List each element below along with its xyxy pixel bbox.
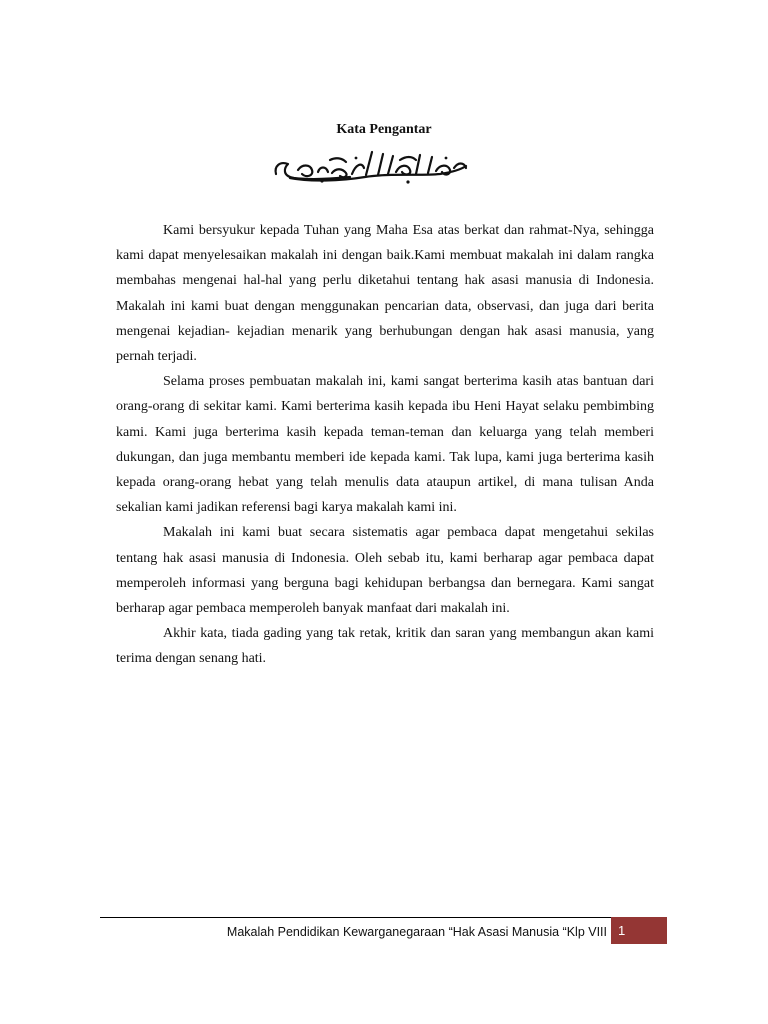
- paragraph-4: Akhir kata, tiada gading yang tak retak, kritik dan saran yang membangun akan kami terima dengan senang hati.: [116, 626, 654, 667]
- page-title: Kata Pengantar: [336, 122, 432, 137]
- basmala-calligraphy-icon: [270, 146, 470, 188]
- body-text: [116, 218, 654, 672]
- paragraph-1: Kami bersyukur kepada Tuhan yang Maha Esa atas berkat dan rahmat-Nya, sehingga kami dapat menyelesaikan makalah ini dengan baik.Kami membuat makalah ini dalam rangka membahas mengenai hal-hal yang perlu diketahui tentang hak asasi manusia di Indonesia. Makalah ini kami buat dengan menggunakan pencarian data, observasi, dan juga dari berita mengenai kejadian- kejadian menarik yang berhubungan dengan hak asasi manusia, yang pernah terjadi.: [116, 223, 654, 365]
- footer-text: Makalah Pendidikan Kewarganegaraan “Hak Asasi Manusia “Klp VIII: [226, 925, 607, 939]
- footer-rule: [100, 917, 611, 918]
- paragraph-3: Makalah ini kami buat secara sistematis agar pembaca dapat mengetahui sekilas tentang hak asasi manusia di Indonesia. Oleh sebab itu, kami berharap agar pembaca dapat memperoleh informasi yang berguna bagi kehidupan berbangsa dan bernegara. Kami sangat berharap agar pembaca memperoleh banyak manfaat dari makalah ini.: [116, 525, 654, 617]
- paragraph-2: Selama proses pembuatan makalah ini, kami sangat berterima kasih atas bantuan dari orang-orang di sekitar kami. Kami berterima kasih kepada ibu Heni Hayat selaku pembimbing kami. Kami juga berterima kasih kepada teman-teman dan keluarga yang telah memberi dukungan, dan juga membantu memberi ide kepada kami. Tak lupa, kami juga berterima kasih kepada orang-orang hebat yang telah menulis data ataupun artikel, di mana tulisan Anda sekalian kami jadikan referensi bagi karya makalah kami ini.: [116, 374, 654, 516]
- page-number-badge: 1: [611, 917, 667, 944]
